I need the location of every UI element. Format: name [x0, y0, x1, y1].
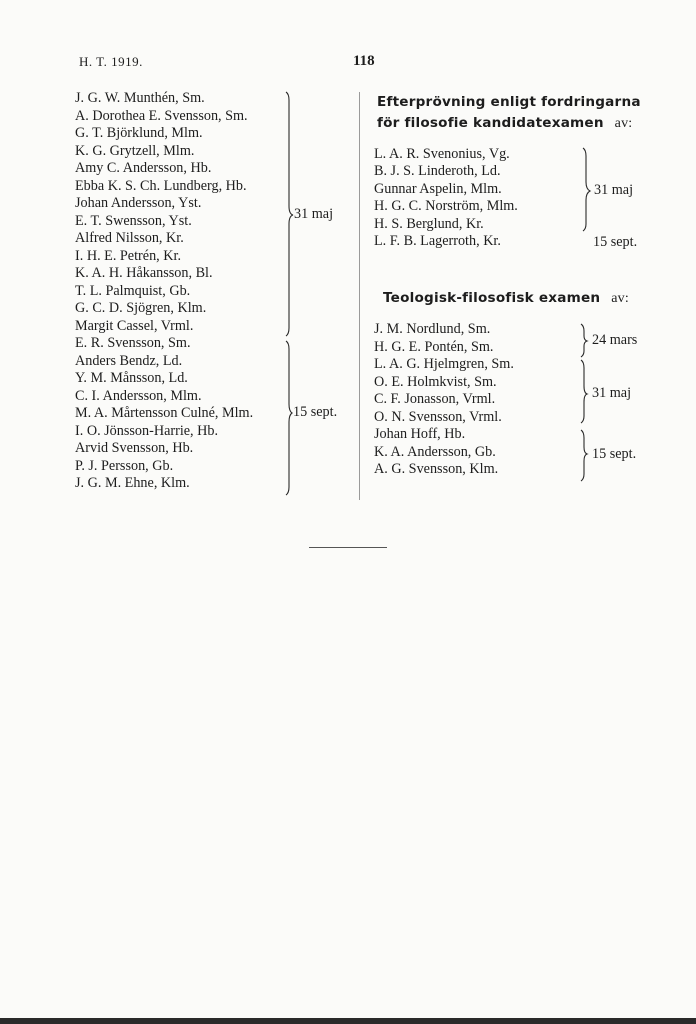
list-item: I. H. E. Petrén, Kr. [75, 248, 181, 264]
list-item: C. F. Jonasson, Vrml. [374, 391, 496, 407]
list-item: K. G. Grytzell, Mlm. [75, 143, 195, 159]
list-item: L. A. G. Hjelmgren, Sm. [374, 356, 514, 372]
list-item: L. F. B. Lagerroth, Kr. [374, 233, 501, 249]
list-item: T. L. Palmquist, Gb. [75, 283, 191, 299]
brace-right2-31-maj [581, 360, 587, 423]
group-date: 31 maj [594, 182, 634, 198]
list-item: H. S. Berglund, Kr. [374, 216, 484, 232]
group-date: 15 sept. [592, 446, 637, 462]
list-item: E. T. Swensson, Yst. [75, 213, 192, 229]
group-date: 24 mars [592, 332, 638, 348]
list-item: O. E. Holmkvist, Sm. [374, 374, 497, 390]
list-item: G. C. D. Sjögren, Klm. [75, 300, 207, 316]
list-item: Johan Hoff, Hb. [374, 426, 466, 442]
list-item: Amy C. Andersson, Hb. [75, 160, 212, 176]
section-heading-line2 [377, 115, 632, 132]
list-item: J. M. Nordlund, Sm. [374, 321, 491, 337]
brace-right-31-maj [583, 148, 590, 231]
brace-right-24-mars [581, 324, 587, 357]
list-item: E. R. Svensson, Sm. [75, 335, 191, 351]
list-item: Johan Andersson, Yst. [75, 195, 202, 211]
list-item: P. J. Persson, Gb. [75, 458, 174, 474]
list-item: Anders Bendz, Ld. [75, 353, 183, 369]
list-item: O. N. Svensson, Vrml. [374, 409, 502, 425]
section-heading-text: Teologisk-filosofisk examen [383, 290, 601, 306]
list-item: Alfred Nilsson, Kr. [75, 230, 184, 246]
group-date: 31 maj [592, 385, 632, 401]
list-item: Arvid Svensson, Hb. [75, 440, 194, 456]
list-item: Gunnar Aspelin, Mlm. [374, 181, 502, 197]
list-item: B. J. S. Linderoth, Ld. [374, 163, 501, 179]
list-item: M. A. Mårtensson Culné, Mlm. [75, 405, 254, 421]
list-item: Ebba K. S. Ch. Lundberg, Hb. [75, 178, 247, 194]
list-item: L. A. R. Svenonius, Vg. [374, 146, 510, 162]
brace-left-15-sept [286, 341, 292, 495]
brace-right-15-sept [581, 430, 587, 481]
group-date: 31 maj [294, 206, 334, 222]
section-heading: Efterprövning enligt fordringarna [377, 94, 641, 110]
brace-left-31-maj [286, 92, 293, 336]
section-heading-av: av: [611, 291, 629, 306]
page-number: 118 [353, 53, 375, 69]
list-item: C. I. Andersson, Mlm. [75, 388, 202, 404]
header-term: H. T. 1919. [79, 54, 143, 69]
scan-edge [0, 1018, 696, 1024]
end-rule [309, 547, 387, 548]
list-item: G. T. Björklund, Mlm. [75, 125, 203, 141]
list-item: Y. M. Månsson, Ld. [75, 370, 188, 386]
group-date: 15 sept. [593, 234, 638, 250]
list-item: I. O. Jönsson-Harrie, Hb. [75, 423, 219, 439]
group-date: 15 sept. [293, 404, 338, 420]
list-item: A. Dorothea E. Svensson, Sm. [75, 108, 248, 124]
section-heading-text: för filosofie kandidatexamen [377, 115, 604, 131]
list-item: H. G. E. Pontén, Sm. [374, 339, 494, 355]
list-item: A. G. Svensson, Klm. [374, 461, 499, 477]
list-item: Margit Cassel, Vrml. [75, 318, 194, 334]
list-item: J. G. M. Ehne, Klm. [75, 475, 190, 491]
column-divider [359, 92, 360, 500]
section-heading [383, 290, 629, 307]
list-item: K. A. H. Håkansson, Bl. [75, 265, 213, 281]
list-item: K. A. Andersson, Gb. [374, 444, 496, 460]
section-heading-av: av: [614, 116, 633, 131]
list-item: J. G. W. Munthén, Sm. [75, 90, 205, 106]
list-item: H. G. C. Norström, Mlm. [374, 198, 518, 214]
